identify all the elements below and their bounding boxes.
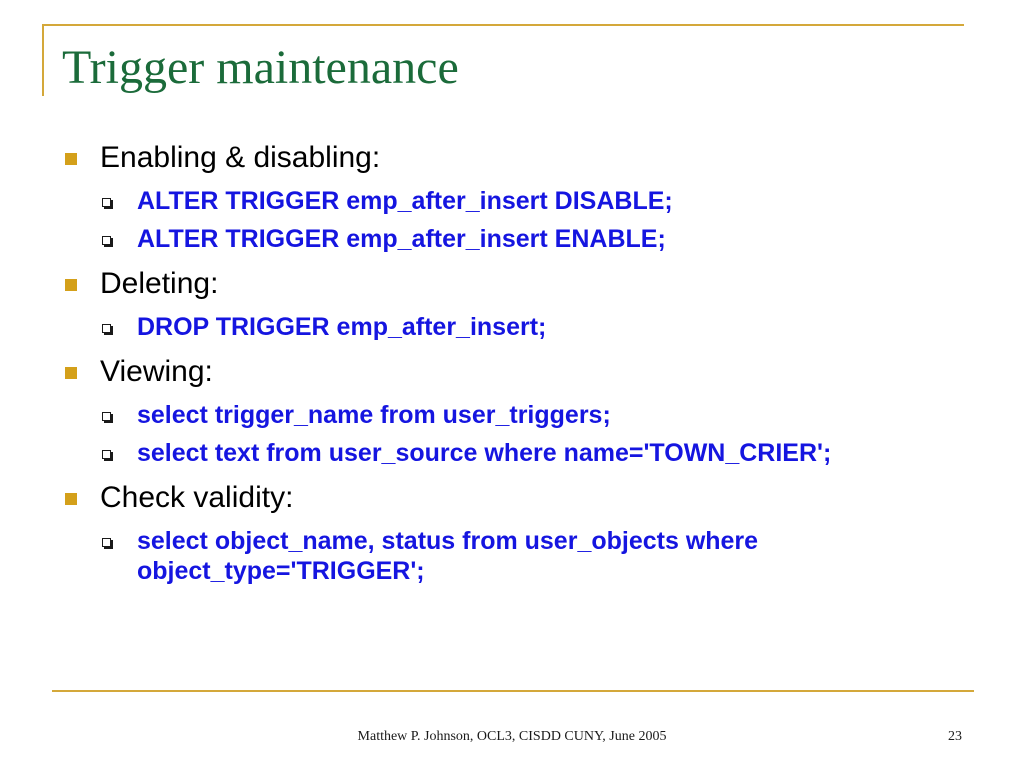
hollow-square-bullet-icon [102,198,111,207]
bullet-heading: Viewing: [100,355,213,388]
hollow-square-bullet-icon [102,538,111,547]
sub-bullet-select-object-status [62,526,967,586]
code-line: ALTER TRIGGER emp_after_insert ENABLE; [137,225,666,253]
code-line: select trigger_name from user_triggers; [137,401,611,429]
hollow-square-bullet-icon [102,324,111,333]
bullet-heading: Check validity: [100,481,294,514]
slide-title: Trigger maintenance [62,41,459,94]
slide-content [62,136,1012,594]
square-bullet-icon [65,493,77,505]
bullet-check-validity [62,476,1012,520]
code-line: ALTER TRIGGER emp_after_insert DISABLE; [137,187,673,215]
title-frame-left-rule [42,24,44,96]
footer-text: Matthew P. Johnson, OCL3, CISDD CUNY, June 2005 [357,729,667,744]
hollow-square-bullet-icon [102,450,111,459]
square-bullet-icon [65,367,77,379]
bullet-heading: Deleting: [100,267,219,300]
sub-bullet-disable-statement [62,186,1012,216]
page-number: 23 [948,729,962,744]
footer-rule [52,690,974,692]
square-bullet-icon [65,279,77,291]
sub-bullet-drop-statement [62,312,1012,342]
sub-bullet-select-trigger-names [62,400,1012,430]
bullet-heading: Enabling & disabling: [100,141,381,174]
sub-bullet-select-source-text [62,438,1012,468]
title-frame-top-rule [42,24,964,26]
code-line: DROP TRIGGER emp_after_insert; [137,313,547,341]
bullet-deleting [62,262,1012,306]
sub-bullet-enable-statement [62,224,1012,254]
code-line: select object_name, status from user_objects where object_type='TRIGGER'; [137,527,759,585]
bullet-viewing [62,350,1012,394]
hollow-square-bullet-icon [102,236,111,245]
code-line: select text from user_source where name='TOWN_CRIER'; [137,439,832,467]
bullet-enabling-disabling [62,136,1012,180]
hollow-square-bullet-icon [102,412,111,421]
square-bullet-icon [65,153,77,165]
